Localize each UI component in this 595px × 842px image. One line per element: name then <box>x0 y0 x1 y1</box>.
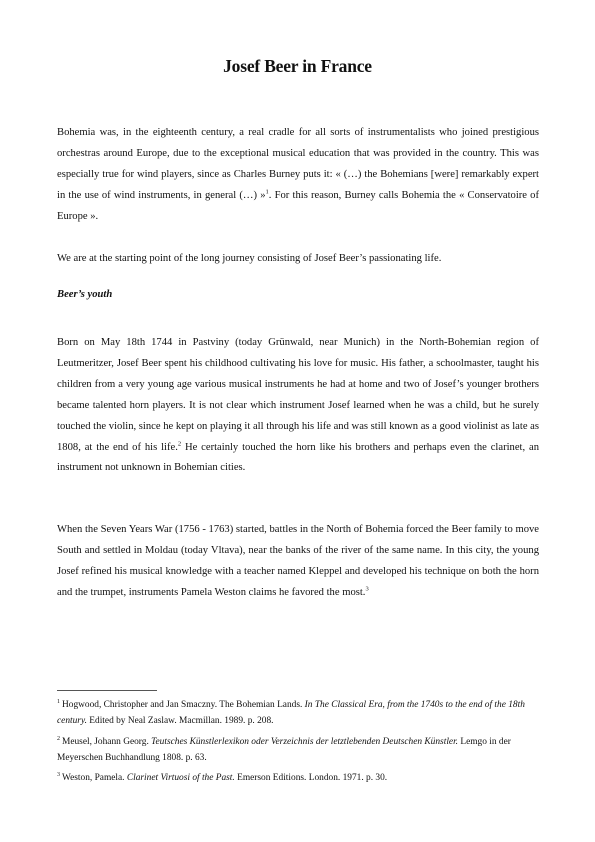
footnote-separator <box>57 690 157 691</box>
footnote-1-text-b: Edited by Neal Zaslaw. Macmillan. 1989. p. 208. <box>86 715 274 726</box>
section-heading: Beer’s youth <box>57 289 113 300</box>
footnote-3-italic: Clarinet Virtuosi of the Past. <box>126 773 235 783</box>
footnote-1-number: 1 <box>57 698 60 705</box>
intro-paragraph-2: We are at the starting point of the long journey consisting of Josef Beer’s passionating life. <box>57 253 442 264</box>
footnote-3-text-a: Weston, Pamela. <box>62 773 127 783</box>
footnote-reference-3[interactable]: 3 <box>365 585 369 593</box>
footnote-reference-2[interactable]: 2 <box>177 440 182 447</box>
footnote-3-number: 3 <box>57 771 60 778</box>
footnote-2 <box>57 735 539 766</box>
page-title: Josef Beer in France <box>223 56 372 76</box>
body-paragraph-3-text-b: He certainly touched the horn like his brothers and perhaps even the clarinet, an instrument not unknown in Bohemian cities. <box>57 441 540 474</box>
footnote-3-text-b: Emerson Editions. London. 1971. p. 30. <box>234 773 388 783</box>
body-paragraph-3 <box>57 333 539 479</box>
footnote-2-italic: Teutsches Künstlerlexikon oder Verzeichnis der letztlebenden Deutschen Künstler. <box>151 737 459 747</box>
body-paragraph-4-text: When the Seven Years War (1756 - 1763) started, battles in the North of Bohemia forced the Beer family to move South and settled in Moldau (today Vltava), near the banks of the river of the same name. In this city, the young Josef refined his musical knowledge with a teacher named Kleppel and developed his technique on both the horn and the trumpet, instruments Pamela Weston claims he favored the most. <box>57 524 539 598</box>
footnote-3 <box>57 771 539 787</box>
footnote-2-number: 2 <box>57 735 60 742</box>
intro-paragraph-1 <box>57 123 539 228</box>
footnote-2-text-a: Meusel, Johann Georg. <box>62 737 152 747</box>
intro-paragraph-1-text-a: Bohemia was, in the eighteenth century, a real cradle for all sorts of instrumentalists who joined prestigious orchestras around Europe, due to the exceptional musical education that was provided in the country. This was especially true for wind players, since as Charles Burney puts it: « (…) the Bohemians [were] remarkably expert in the use of wind instruments, in general (…) » <box>57 127 539 201</box>
intro-paragraph-1-text-b: . For this reason, Burney calls Bohemia the « Conservatoire of Europe ». <box>57 189 540 222</box>
footnote-1 <box>57 698 539 729</box>
body-paragraph-3-text-a: Born on May 18th 1744 in Pastviny (today Grünwald, near Munich) in the North-Bohemian region of Leutmeritzer, Josef Beer spent his childhood cultivating his love for music. His father, a schoolmaster, taught his children from a very young age various musical instruments he had at home and two of Josef’s younger brothers became talented horn players. It is not clear which instrument Josef learned when he was a child, but he surely touched the violin, since he kept on playing it all through his life and was still known as a good violinist as late as 1808, at the end of his life. <box>57 337 539 453</box>
footnote-2-text-b: Lemgo in der Meyerschen Buchhandlung 1808. p. 63. <box>57 737 511 763</box>
body-paragraph-4 <box>57 520 539 604</box>
footnote-1-text-a: Hogwood, Christopher and Jan Smaczny. The Bohemian Lands. <box>62 700 305 710</box>
footnote-1-italic: In The Classical Era, from the 1740s to the end of the 18th century. <box>57 700 525 726</box>
footnote-reference-1[interactable]: 1 <box>265 188 269 196</box>
